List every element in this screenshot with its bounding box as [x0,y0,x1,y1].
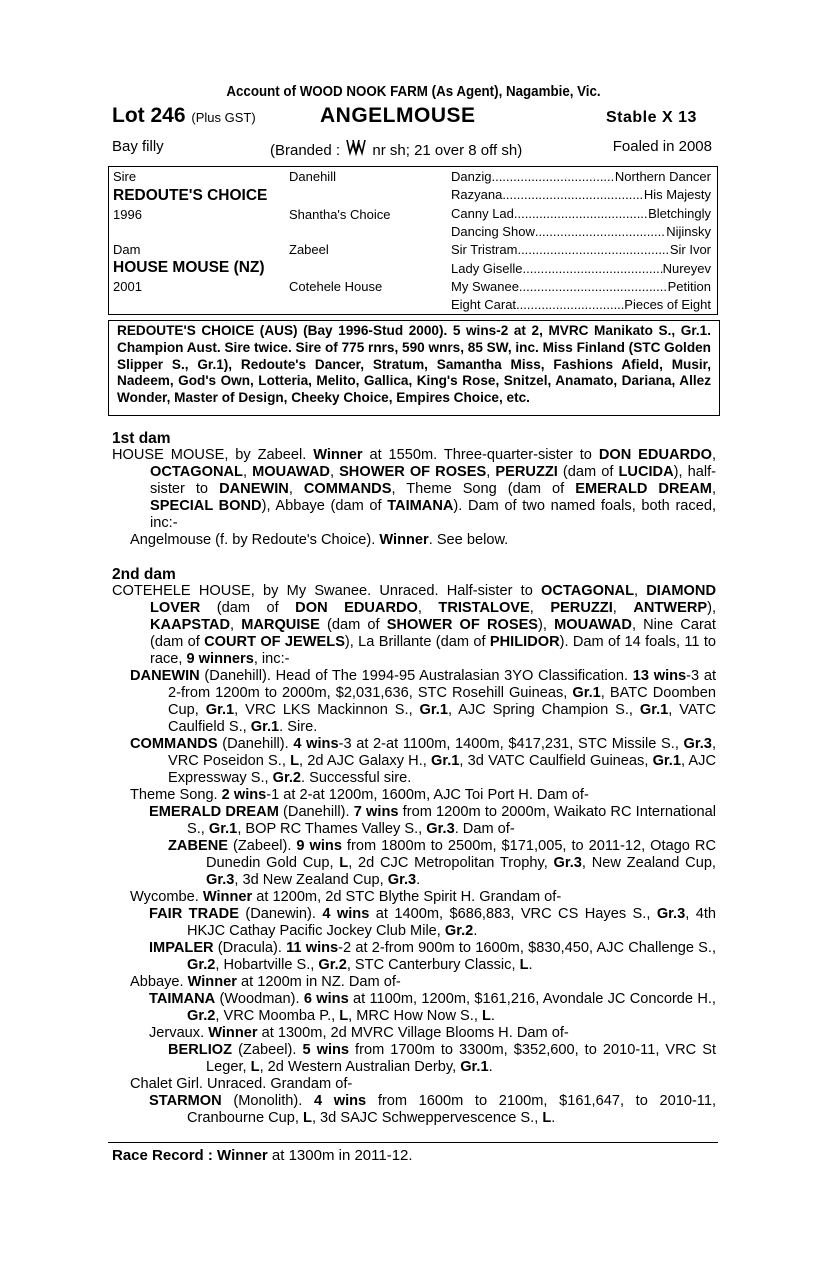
foaled-year: Foaled in 2008 [612,138,712,155]
brand-mark-icon [345,138,367,156]
pedigree-entry: DANEWIN (Danehill). Head of The 1994-95 Australasian 3YO Classification. 13 wins-3 at 2-from 1200m to 2000m, $2,031,636, STC Rosehill Guineas, Gr.1, BATC Doomben Cup, Gr.1, VRC LKS Mackinnon S., Gr.1, AJC Spring Champion S., Gr.1, VATC Caulfield S., Gr.1. Sire. [130,668,717,735]
dam-dam: Cotehele House [289,279,383,294]
race-record-win: Winner [217,1147,268,1164]
pedigree-entry: BERLIOZ (Zabeel). 5 wins from 1700m to 3300m, $352,600, to 2010-11, VRC St Leger, L, 2d Western Australian Derby, Gr.1. [168,1042,716,1075]
horse-name: ANGELMOUSE [320,104,476,127]
pedigree-entry: Wycombe. Winner at 1200m, 2d STC Blythe Spirit H. Grandam of- [130,889,562,905]
ancestor-row: Sir Tristram ..... Sir Ivor [451,242,711,257]
first-dam-section [112,430,716,549]
ancestor-row: Dancing Show ..... Nijinsky [451,224,711,239]
divider [108,1142,718,1143]
pedigree-entry: Theme Song. 2 wins-1 at 2-at 1200m, 1600m, AJC Toi Port H. Dam of- [130,787,589,803]
horse-sex: Bay filly [112,138,164,155]
first-dam-paragraph: HOUSE MOUSE, by Zabeel. Winner at 1550m. Three-quarter-sister to DON EDUARDO, OCTAGONAL, MOUAWAD, SHOWER OF ROSES, PERUZZI (dam of LUCIDA), half-sister to DANEWIN, COMMANDS, Theme Song (dam of EMERALD DREAM, SPECIAL BOND), Abbaye (dam of TAIMANA). Dam of two named foals, both raced, inc:- [112,447,717,531]
pedigree-entry: Jervaux. Winner at 1300m, 2d MVRC Village Blooms H. Dam of- [149,1025,569,1041]
second-dam-heading: 2nd dam [112,566,176,583]
sire-dam: Shantha's Choice [289,207,391,222]
race-record [112,1147,413,1164]
brand-suffix: nr sh; 21 over 8 off sh) [372,142,523,159]
second-dam-section [112,566,716,1127]
pedigree-entry: ZABENE (Zabeel). 9 wins from 1800m to 2500m, $171,005, to 2011-12, Otago RC Dunedin Gold Cup, L, 2d CJC Metropolitan Trophy, Gr.3, New Zealand Cup, Gr.3, 3d New Zealand Cup, Gr.3. [168,838,716,888]
lot-number [112,104,256,128]
dam-sire: Zabeel [289,242,329,257]
lot-gst-note: (Plus GST) [191,110,256,125]
ancestor-row: Eight Carat ..... Pieces of Eight [451,297,711,312]
sire-name: REDOUTE'S CHOICE [113,187,268,204]
ancestor-row: Razyana ..... His Majesty [451,187,711,202]
dam-label: Dam [113,242,141,257]
ancestor-row: Canny Lad ..... Bletchingly [451,206,711,221]
ancestor-row: My Swanee ..... Petition [451,279,711,294]
lot-label: Lot 246 [112,104,186,127]
race-record-label: Race Record : [112,1147,213,1164]
pedigree-entry: Chalet Girl. Unraced. Grandam of- [130,1076,353,1092]
dam-name: HOUSE MOUSE (NZ) [113,259,265,276]
sire-sire: Danehill [289,169,336,184]
pedigree-entry: TAIMANA (Woodman). 6 wins at 1100m, 1200m, $161,216, Avondale JC Concorde H., Gr.2, VRC Moomba P., L, MRC How Now S., L. [149,991,716,1024]
pedigree-table [108,166,718,315]
pedigree-entry: Abbaye. Winner at 1200m in NZ. Dam of- [130,974,401,990]
pedigree-entry: COTEHELE HOUSE, by My Swanee. Unraced. Half-sister to OCTAGONAL, DIAMOND LOVER (dam of DON EDUARDO, TRISTALOVE, PERUZZI, ANTWERP), KAAPSTAD, MARQUISE (dam of SHOWER OF ROSES), MOUAWAD, Nine Carat (dam of COURT OF JEWELS), La Brillante (dam of PHILIDOR). Dam of 14 foals, 11 to race, 9 winners, inc:- [112,583,717,667]
dam-year: 2001 [113,279,142,294]
brand-prefix: (Branded : [270,142,341,159]
pedigree-entry: STARMON (Monolith). 4 wins from 1600m to 2100m, $161,647, to 2010-11, Cranbourne Cup, L, 3d SAJC Schweppervescence S., L. [149,1093,717,1126]
pedigree-entry: FAIR TRADE (Danewin). 4 wins at 1400m, $686,883, VRC CS Hayes S., Gr.3, 4th HKJC Cathay Pacific Jockey Club Mile, Gr.2. [149,906,717,939]
sire-year: 1996 [113,207,142,222]
brand-description [270,138,522,159]
ancestor-row: Danzig ..... Northern Dancer [451,169,711,184]
second-dam-paragraphs [112,583,716,1127]
first-dam-heading: 1st dam [112,430,171,447]
pedigree-entry: COMMANDS (Danehill). 4 wins-3 at 2-at 1100m, 1400m, $417,231, STC Missile S., Gr.3, VRC Poseidon S., L, 2d AJC Galaxy H., Gr.1, 3d VATC Caulfield Guineas, Gr.1, AJC Expressway S., Gr.2. Successful sire. [130,736,716,786]
sire-label: Sire [113,169,137,184]
pedigree-entry: EMERALD DREAM (Danehill). 7 wins from 1200m to 2000m, Waikato RC International S., Gr.1, BOP RC Thames Valley S., Gr.3. Dam of- [149,804,716,837]
vendor-account: Account of WOOD NOOK FARM (As Agent), Nagambie, Vic. [226,84,601,100]
first-dam-foal: Angelmouse (f. by Redoute's Choice). Winner. See below. [130,532,509,548]
race-record-detail: at 1300m in 2011-12. [267,1147,413,1164]
stable-number: Stable X 13 [606,109,697,126]
sire-summary: REDOUTE'S CHOICE (AUS) (Bay 1996-Stud 2000). 5 wins-2 at 2, MVRC Manikato S., Gr.1. Champion Aust. Sire twice. Sire of 775 rnrs, 590 wnrs, 85 SW, inc. Miss Finland (STC Golden Slipper S., Gr.1), Redoute's Dancer, Stratum, Samantha Miss, Fashions Afield, Musir, Nadeem, God's Own, Lotteria, Melito, Gallica, King's Rose, Snitzel, Anamato, Dariana, Allez Wonder, Master of Design, Cheeky Choice, Empires Choice, etc. [108,320,720,416]
pedigree-entry: IMPALER (Dracula). 11 wins-2 at 2-from 900m to 1600m, $830,450, AJC Challenge S., Gr.2, Hobartville S., Gr.2, STC Canterbury Classic, L. [149,940,716,973]
ancestor-row: Lady Giselle ..... Nureyev [451,261,711,276]
